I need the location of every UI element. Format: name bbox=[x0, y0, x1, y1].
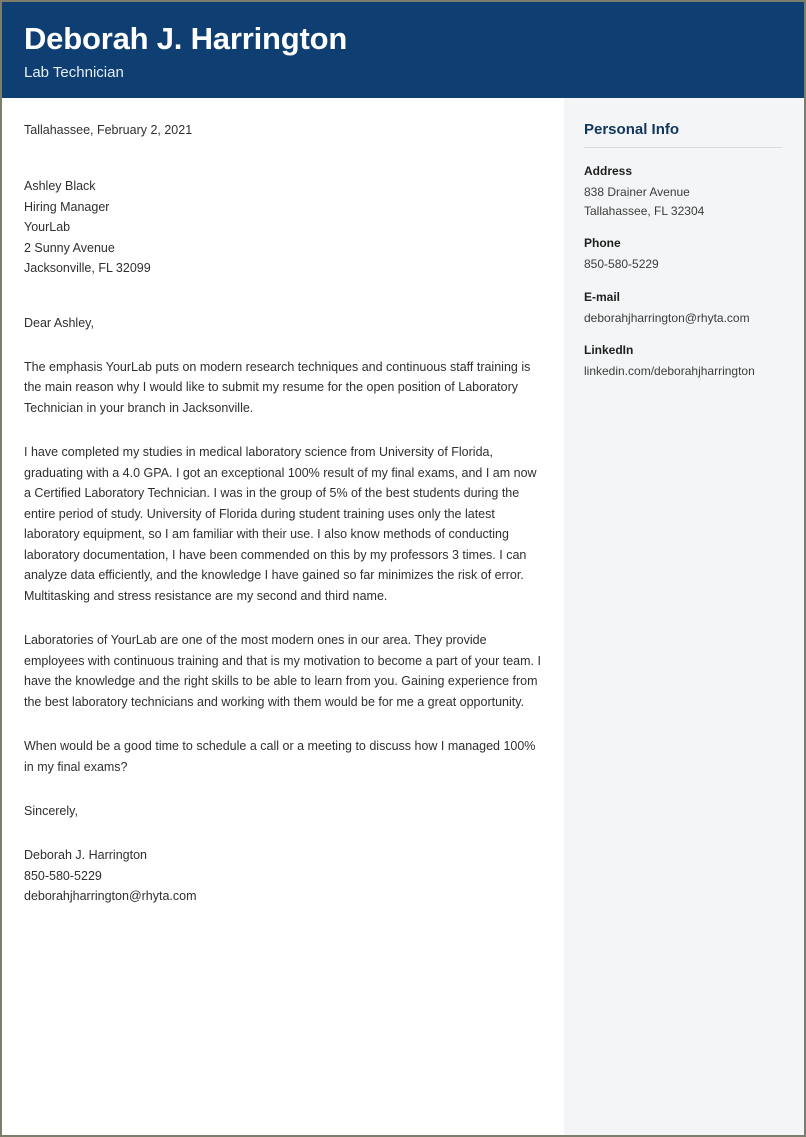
sidebar-block-phone bbox=[584, 234, 782, 274]
sidebar-value[interactable]: linkedin.com/deborahjharrington bbox=[584, 364, 755, 378]
letter-paragraph: Laboratories of YourLab are one of the most modern ones in our area. They provide employees with continuous training and that is my motivation to become a part of your team. I have the knowledge and the right skills to be able to learn from you. Gaining experience from the best laboratory technicians and working with them would be for me a great opportunity. bbox=[24, 633, 541, 709]
signature-block bbox=[24, 845, 542, 907]
sidebar-value: 850-580-5229 bbox=[584, 257, 659, 271]
sidebar-heading: Personal Info bbox=[584, 121, 680, 138]
sidebar-label: LinkedIn bbox=[584, 343, 634, 357]
sidebar-value[interactable]: deborahjharrington@rhyta.com bbox=[584, 310, 750, 325]
letter-paragraph: I have completed my studies in medical laboratory science from University of Florida, graduating with a 4.0 GPA. I got an exceptional 100% result of my final exams, and I am now a Certified Laboratory Technician. I was in the group of 5% of the best students during the entire period of study. University of Florida during student training uses only the latest laboratory equipment, so I am familiar with their use. I also know methods of conducting laboratory documentation, I have been commended on this by my professors 3 times. I can analyze data efficiently, and the knowledge I have gained so far minimizes the risk of error. Multitasking and stress resistance are my second and third name. bbox=[24, 445, 537, 603]
sidebar-block-address bbox=[584, 162, 782, 220]
applicant-name: Deborah J. Harrington bbox=[24, 21, 348, 56]
sidebar-divider bbox=[584, 147, 782, 148]
applicant-job-title: Lab Technician bbox=[24, 64, 124, 81]
letter-salutation: Dear Ashley, bbox=[24, 315, 94, 330]
letter-closing: Sincerely, bbox=[24, 804, 78, 818]
letter-paragraph: The emphasis YourLab puts on modern research techniques and continuous staff training is the main reason why I would like to submit my resume for the open position of Laboratory Technician in your branch in Jacksonville. bbox=[24, 359, 531, 415]
sidebar-label: Phone bbox=[584, 236, 621, 250]
recipient-line: YourLab bbox=[24, 220, 71, 234]
sidebar-label: E-mail bbox=[584, 289, 621, 304]
recipient-address-block bbox=[24, 176, 542, 279]
sidebar-block-email bbox=[584, 288, 782, 328]
personal-info-sidebar bbox=[564, 98, 804, 1135]
sidebar-block-linkedin bbox=[584, 341, 782, 381]
letter-date: Tallahassee, February 2, 2021 bbox=[24, 123, 193, 137]
recipient-line: Hiring Manager bbox=[24, 199, 110, 214]
letter-body bbox=[2, 98, 804, 1135]
sidebar-label: Address bbox=[584, 164, 633, 178]
letter-paragraph: When would be a good time to schedule a call or a meeting to discuss how I managed 100% in my final exams? bbox=[24, 739, 536, 774]
recipient-line: Ashley Black bbox=[24, 179, 96, 193]
signature-phone: 850-580-5229 bbox=[24, 868, 102, 883]
recipient-line: 2 Sunny Avenue bbox=[24, 240, 115, 255]
signature-email: deborahjharrington@rhyta.com bbox=[24, 889, 197, 903]
recipient-line: Jacksonville, FL 32099 bbox=[24, 261, 151, 275]
letter-header-banner bbox=[2, 2, 804, 98]
letter-main-column bbox=[2, 98, 564, 1135]
sidebar-value: Tallahassee, FL 32304 bbox=[584, 203, 705, 218]
sidebar-value: 838 Drainer Avenue bbox=[584, 185, 690, 199]
signature-name: Deborah J. Harrington bbox=[24, 848, 147, 862]
